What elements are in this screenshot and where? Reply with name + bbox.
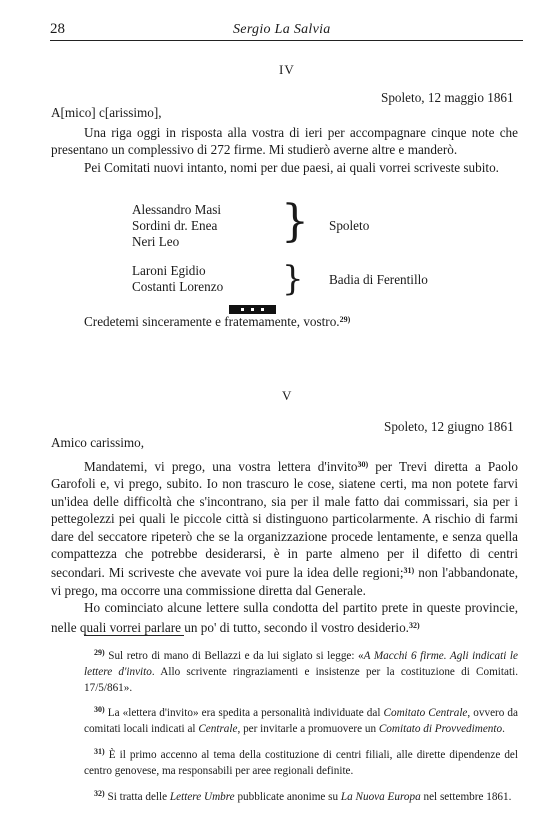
header-rule bbox=[50, 40, 523, 41]
closing-text: Credetemi sinceramente e fratemamente, vostro. bbox=[84, 314, 340, 329]
footnote-text: Sul retro di mano di Bellazzi e da lui siglato si legge: « bbox=[104, 650, 364, 662]
footnote-ref: 31) bbox=[403, 566, 415, 576]
footnote-rule bbox=[84, 635, 184, 636]
footnote-text: La «lettera d'invito» era spedita a personalità individuate dal bbox=[104, 707, 384, 720]
letter-5-date: Spoleto, 12 giugno 1861 bbox=[384, 419, 514, 434]
footnote-ref: 30) bbox=[357, 460, 369, 469]
footnote-number: 32) bbox=[94, 788, 105, 798]
footnote-text: È il primo accenno al tema della costituzione di centri filiali, alle dirette dipendenze del centro genovese, ma responsabili per aree regionali definite. bbox=[84, 748, 518, 777]
footnote-text: . Allo scrivente ringraziamenti e insistenze per la costituzione di Comitati. 17/5/861». bbox=[84, 665, 518, 694]
letter-5-paragraph-2 bbox=[51, 599, 518, 636]
footnote-text: , per invitarle a promuovere un bbox=[237, 723, 379, 736]
text-run: Mandatemi, vi prego, una vostra lettera d'invito bbox=[84, 459, 358, 474]
text-run: non l'abbandonate, vi prego, ma occorre una commissione diretta dal Generale. bbox=[51, 565, 518, 598]
letter-4-closing bbox=[84, 314, 350, 330]
footnote-text: Comitato di Provvedimento bbox=[378, 723, 503, 736]
name-item: Costanti Lorenzo bbox=[132, 279, 224, 294]
page-number: 28 bbox=[50, 21, 65, 37]
footnote-number: 30) bbox=[94, 705, 105, 715]
name-item: Laroni Egidio bbox=[132, 263, 206, 278]
footnote-number: 31) bbox=[94, 746, 105, 756]
letter-4-paragraph-1: Una riga oggi in risposta alla vostra di ieri per accompagnare cinque note che presentano un complessivo di 272 firme. Mi studierò averne altre e manderò. bbox=[51, 125, 518, 158]
footnote-text: pubblicate anonime su bbox=[234, 790, 341, 803]
letter-5-body bbox=[51, 456, 518, 636]
name-group-2-place: Badia di Ferentillo bbox=[329, 272, 428, 287]
letter-5-numeral: V bbox=[282, 388, 293, 403]
name-group-1-place: Spoleto bbox=[329, 218, 370, 233]
footnote-ref: 29) bbox=[339, 315, 351, 324]
right-brace-icon: } bbox=[281, 196, 309, 247]
footnote-text: Si tratta delle bbox=[104, 790, 170, 803]
running-head: Sergio La Salvia bbox=[233, 22, 331, 37]
letter-5-salutation: Amico carissimo, bbox=[51, 435, 145, 450]
name-item: Alessandro Masi bbox=[132, 202, 222, 217]
name-item: Neri Leo bbox=[132, 234, 180, 249]
footnote-text: Centrale bbox=[198, 723, 238, 736]
letter-4-numeral: IV bbox=[279, 62, 295, 77]
text-run: Ho cominciato alcune lettere sulla condotta del partito prete in queste provincie, nelle quali vorrei parlare un po' di tutto, secondo il vostro desiderio. bbox=[51, 600, 518, 635]
footnote bbox=[84, 786, 518, 806]
letter-4-paragraph-2: Pei Comitati nuovi intanto, nomi per due paesi, ai quali vorrei scriveste subito. bbox=[84, 159, 499, 175]
footnote-text: La Nuova Europa bbox=[340, 790, 421, 803]
footnote-text: nel settembre 1861. bbox=[420, 790, 512, 803]
redaction-mark bbox=[229, 305, 276, 314]
footnote-text: A Macchi 6 firme. Agli indicati le lettere d'invito bbox=[84, 650, 518, 678]
letter-4-date: Spoleto, 12 maggio 1861 bbox=[381, 90, 514, 105]
footnote-text: Lettere Umbre bbox=[169, 790, 235, 803]
footnote bbox=[84, 744, 518, 780]
name-item: Sordini dr. Enea bbox=[132, 218, 218, 233]
footnote-text: , ovvero da comitati locali indicati al bbox=[84, 707, 518, 736]
name-group-2 bbox=[132, 263, 223, 295]
footnote bbox=[84, 645, 518, 696]
footnote-number: 29) bbox=[94, 648, 105, 657]
footnote-text: Comitato Centrale bbox=[383, 707, 468, 720]
text-run: per Trevi diretta a Paolo Garofoli e, vi prego, subito. Io non trascuro le cose, siatene certi, ma non potete farvi un'idea delle difficoltà che s'incontrano, sia per il male fatto dai commissari, sia per i pettegolezzi pei quali le piccole città si distinguono particolarmente. A rischio di farmi dare del seccatore ripeterò che se la organizzazione procede lentamente, e senza quella compattezza che potrebbe desiderarsi, è in parte almeno per il difetto di centri secondari. Mi scriveste che avevate voi pure la idea delle regioni; bbox=[51, 459, 518, 581]
footnotes bbox=[84, 645, 518, 811]
footnote-ref: 32) bbox=[408, 620, 420, 630]
right-brace-icon: } bbox=[282, 259, 304, 299]
letter-4-salutation: A[mico] c[arissimo], bbox=[51, 105, 162, 120]
letter-5-paragraph-1 bbox=[51, 456, 518, 599]
letter-4-body bbox=[51, 124, 518, 176]
name-group-1 bbox=[132, 202, 221, 250]
footnote bbox=[84, 702, 518, 738]
footnote-text: . bbox=[502, 723, 505, 736]
